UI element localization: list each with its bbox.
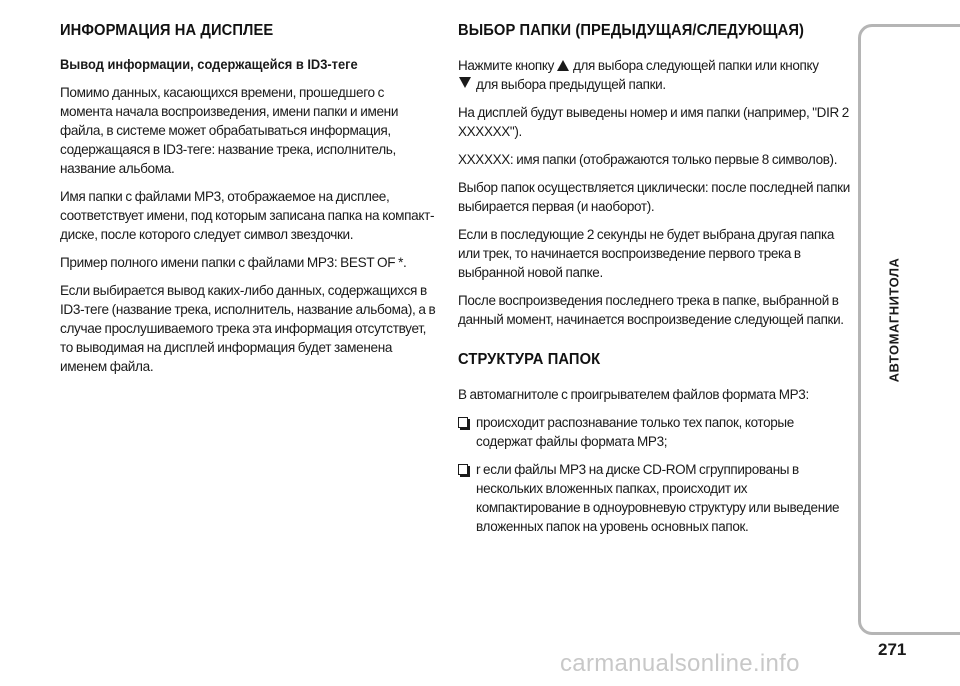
subheading-id3: Вывод информации, содержащейся в ID3-теге <box>60 56 358 72</box>
paragraph: Помимо данных, касающихся времени, прошедшего с момента начала воспроизведения, имени папки и имени файла, в системе может обрабатываться информация, содержащаяся в ID3-теге: название трека, исполнитель, название альбома. <box>60 85 399 176</box>
triangle-down-icon <box>459 77 471 88</box>
paragraph: Пример полного имени папки с файлами MP3: BEST OF *. <box>60 255 407 270</box>
paragraph: Выбор папок осуществляется циклически: после последней папки выбирается первая (и наоборот). <box>458 180 850 214</box>
list-item-text: происходит распознавание только тех папок, которые содержат файлы формата MP3; <box>476 415 794 449</box>
list-item <box>458 460 850 536</box>
checkbox-bullet-icon <box>458 417 468 428</box>
paragraph: Если в последующие 2 секунды не будет выбрана другая папка или трек, то начинается воспроизведение первого трека в выбранной новой папке. <box>458 227 835 280</box>
section-heading-folder-structure: СТРУКТУРА ПАПОК <box>458 351 601 368</box>
text-next-folder: для выбора следующей папки или кнопку <box>573 58 819 73</box>
watermark: carmanualsonline.info <box>560 650 800 677</box>
chapter-tab-label: АВТОМАГНИТОЛА <box>886 257 902 383</box>
checkbox-bullet-icon <box>458 464 468 475</box>
list-item-text: r если файлы MP3 на диске CD-ROM сгруппированы в нескольких вложенных папках, происходит их компактирование в одноуровневую структуру или выведение вложенных папок на уровень основных папок. <box>476 462 840 534</box>
text-prev-folder: для выбора предыдущей папки. <box>476 77 666 92</box>
paragraph: Имя папки с файлами MP3, отображаемое на дисплее, соответствует имени, под которым записана папка на компакт-диске, после которого следует символ звездочки. <box>60 189 435 242</box>
paragraph-buttons <box>458 56 850 94</box>
paragraph: На дисплей будут выведены номер и имя папки (например, "DIR 2 XXXXXX"). <box>458 105 849 139</box>
right-column <box>458 22 850 545</box>
triangle-up-icon <box>557 60 569 71</box>
paragraph: Если выбирается вывод каких-либо данных, содержащихся в ID3-теге (название трека, исполнитель, название альбома), а в случае прослушиваемого трека эта информация отсутствует, то выводимая на дисплей информация будет заменена именем файла. <box>60 283 436 374</box>
page-number: 271 <box>878 640 907 659</box>
section-heading-display-info: ИНФОРМАЦИЯ НА ДИСПЛЕЕ <box>60 22 274 39</box>
list-item <box>458 413 850 451</box>
paragraph: XXXXXX: имя папки (отображаются только первые 8 символов). <box>458 152 838 167</box>
left-column <box>60 22 438 385</box>
bullet-list <box>458 413 850 536</box>
paragraph: После воспроизведения последнего трека в папке, выбранной в данный момент, начинается воспроизведение следующей папки. <box>458 293 844 327</box>
section-heading-folder-select: ВЫБОР ПАПКИ (ПРЕДЫДУЩАЯ/СЛЕДУЮЩАЯ) <box>458 22 805 39</box>
paragraph-intro: В автомагнитоле с проигрывателем файлов формата MP3: <box>458 387 809 402</box>
chapter-side-tab <box>858 24 960 635</box>
text-press-button: Нажмите кнопку <box>458 58 554 73</box>
